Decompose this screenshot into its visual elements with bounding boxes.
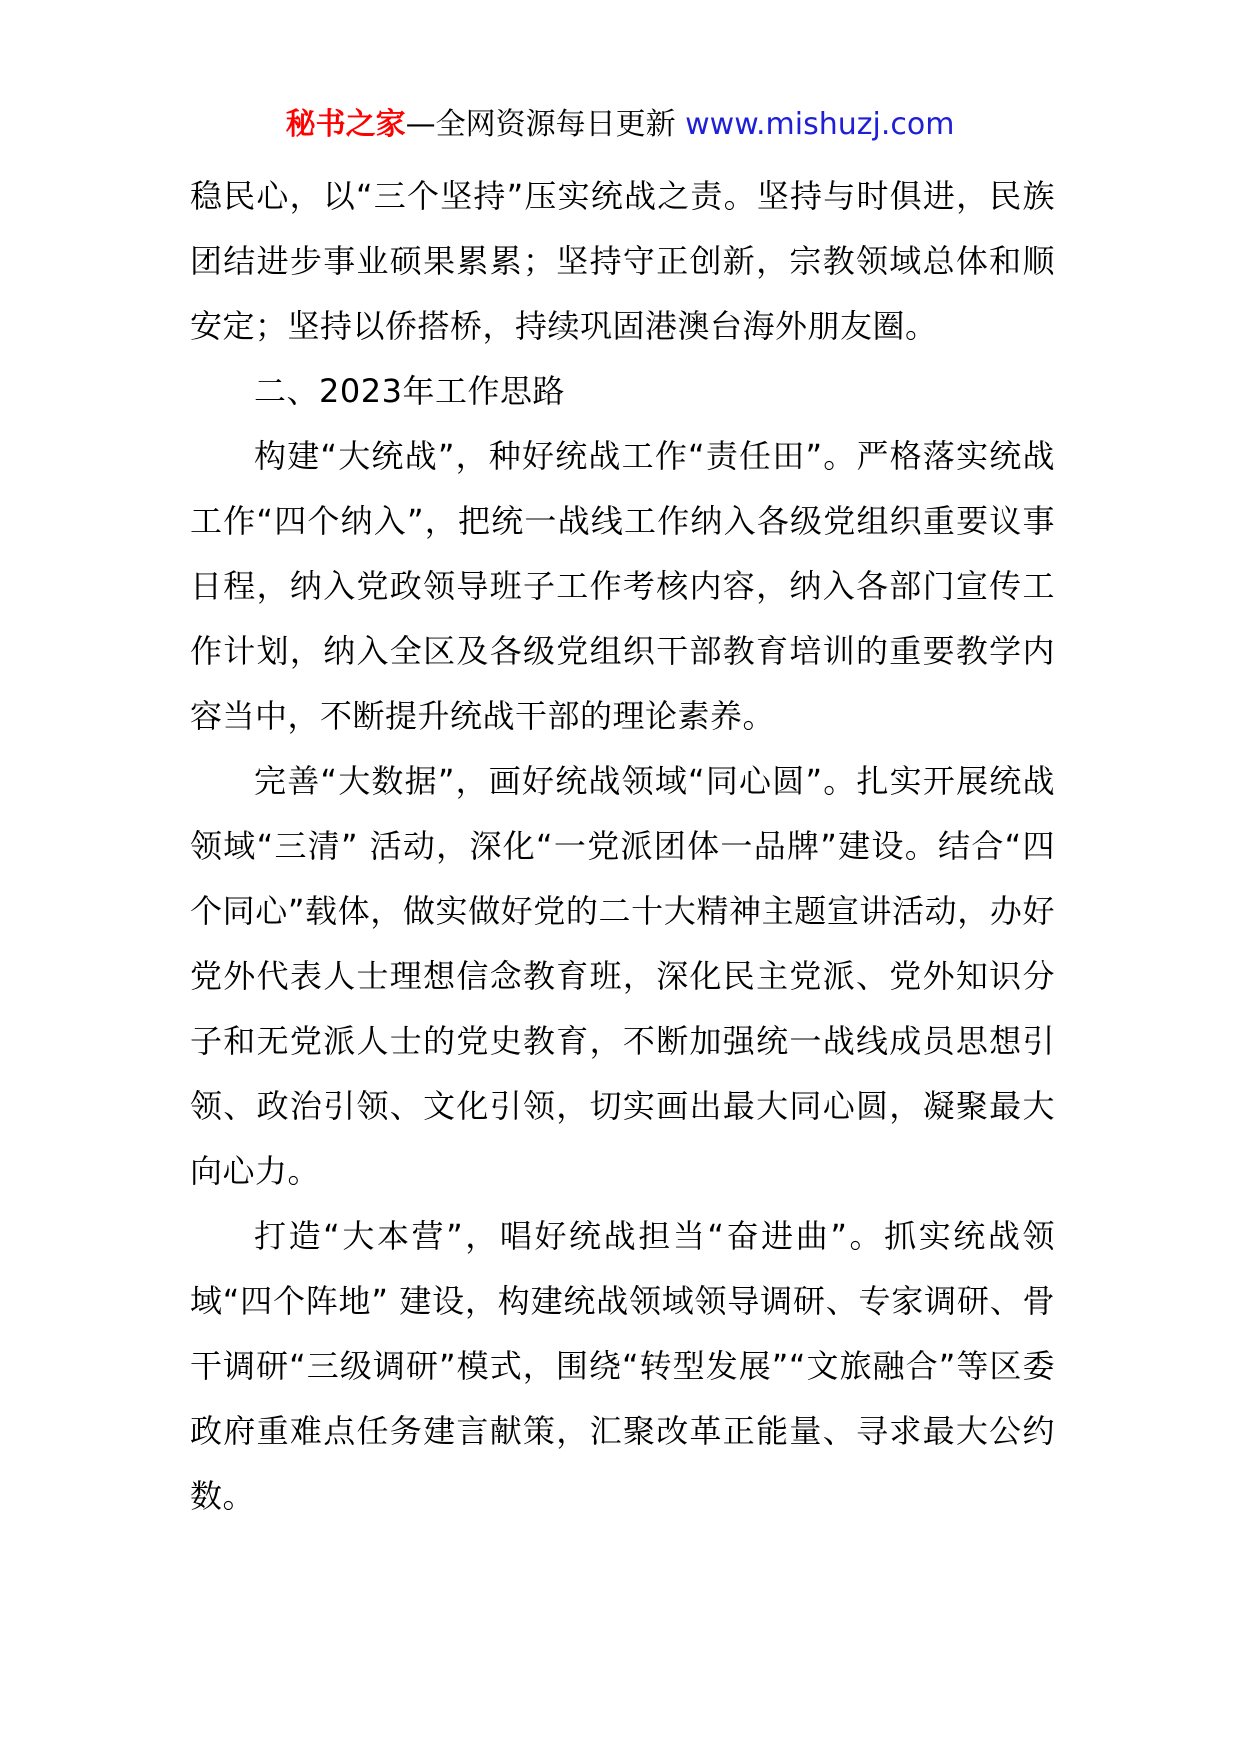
- paragraph: 构建“大统战”，种好统战工作“责任田”。严格落实统战工作“四个纳入”，把统一战线工作纳入各级党组织重要议事日程，纳入党政领导班子工作考核内容，纳入各部门宣传工作计划，纳入全区及各级党组织干部教育培训的重要教学内容当中，不断提升统战干部的理论素养。: [190, 437, 1055, 735]
- section-heading: 二、2023年工作思路: [254, 372, 565, 410]
- page-header: [0, 100, 1240, 150]
- paragraph: 完善“大数据”，画好统战领域“同心圆”。扎实开展统战领域“三清” 活动，深化“一党派团体一品牌”建设。结合“四个同心”载体，做实做好党的二十大精神主题宣讲活动，办好党外代表人士理想信念教育班，深化民主党派、党外知识分子和无党派人士的党史教育，不断加强统一战线成员思想引领、政治引领、文化引领，切实画出最大同心圆，凝聚最大向心力。: [190, 762, 1055, 1190]
- site-brand: 秘书之家: [285, 107, 406, 142]
- site-url-link[interactable]: www.mishuzj.com: [685, 107, 955, 142]
- site-slogan: —全网资源每日更新: [405, 107, 686, 142]
- document-body: [190, 164, 1055, 1529]
- paragraph-continued: 稳民心，以“三个坚持”压实统战之责。坚持与时俱进，民族团结进步事业硕果累累；坚持守正创新，宗教领域总体和顺安定；坚持以侨搭桥，持续巩固港澳台海外朋友圈。: [190, 177, 1055, 345]
- paragraph: 打造“大本营”，唱好统战担当“奋进曲”。抓实统战领域“四个阵地” 建设，构建统战领域领导调研、专家调研、骨干调研“三级调研”模式，围绕“转型发展”“文旅融合”等区委政府重难点任务建言献策，汇聚改革正能量、寻求最大公约数。: [190, 1217, 1055, 1515]
